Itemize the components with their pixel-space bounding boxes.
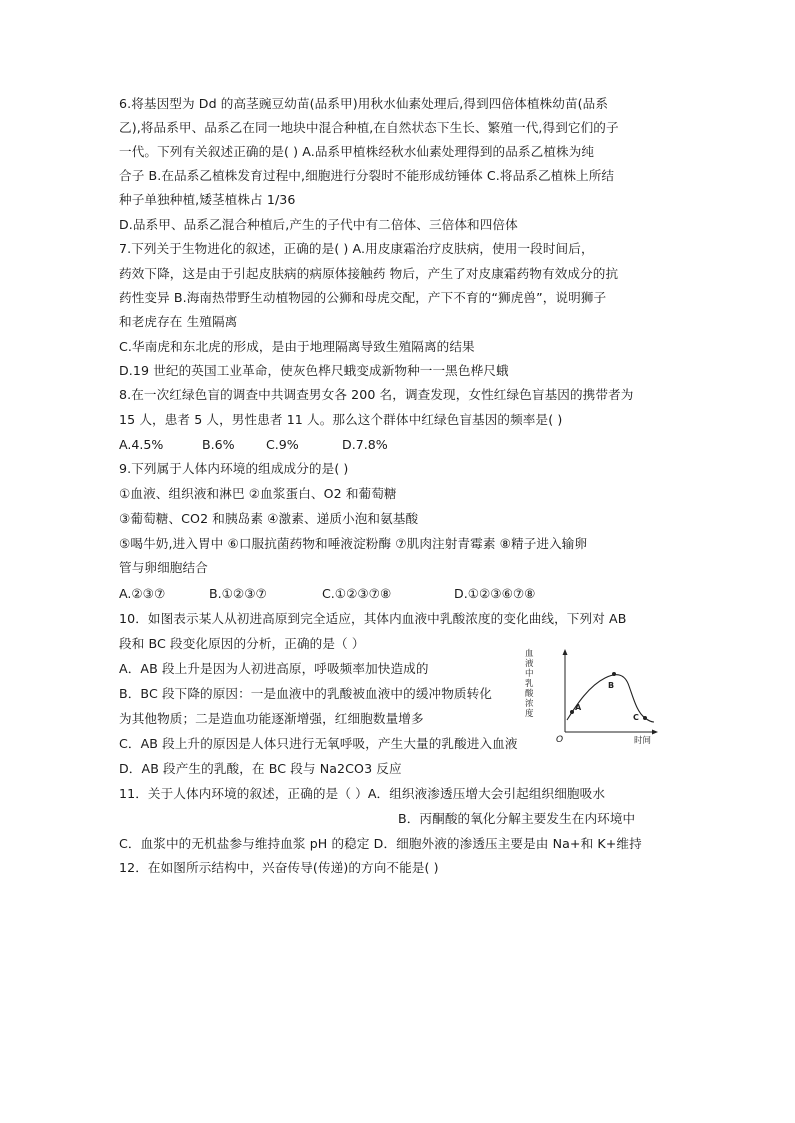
q9-line-2: ①血液、组织液和淋巴 ②血浆蛋白、O2 和葡萄糖 (119, 486, 397, 501)
q6-line-2: 乙),将品系甲、品系乙在同一地块中混合种植,在自然状态下生长、繁殖一代,得到它们的子 (119, 120, 619, 135)
q8-option-a: A.4.5% (119, 437, 164, 452)
q7-line-3: 药性变异 B.海南热带野生动植物园的公狮和母虎交配，产下不育的“狮虎兽”，说明狮子 (119, 290, 607, 305)
q8-line-1: 8.在一次红绿色盲的调查中共调查男女各 200 名，调查发现，女性红绿色盲基因的携带者为 (119, 387, 634, 402)
point-c-dot (643, 716, 647, 720)
q10-line-4: B．BC 段下降的原因：一是血液中的乳酸被血液中的缓冲物质转化 (119, 686, 492, 701)
q10-line-6: C．AB 段上升的原因是人体只进行无氧呼吸，产生大量的乳酸进入血液 (119, 736, 518, 751)
ylabel-char: 乳 (525, 679, 534, 689)
ylabel-char: 浓 (525, 699, 534, 709)
q10-line-5: 为其他物质；二是造血功能逐渐增强，红细胞数量增多 (119, 711, 424, 726)
q7-line-4: 和老虎存在 生殖隔离 (119, 314, 238, 329)
q9-option-d: D.①②③⑥⑦⑧ (454, 586, 536, 601)
ylabel-char: 中 (525, 669, 534, 679)
q8-line-2: 15 人，患者 5 人，男性患者 11 人。那么这个群体中红绿色盲基因的频率是( ) (119, 412, 563, 427)
y-axis-arrow (563, 649, 568, 655)
q9-option-c: C.①②③⑦⑧ (322, 586, 392, 601)
point-b-label: B (608, 681, 615, 690)
q9-line-5: 管与卵细胞结合 (119, 560, 208, 575)
origin-label: O (556, 735, 564, 745)
q12-line-1: 12．在如图所示结构中，兴奋传导(传递)的方向不能是( ) (119, 860, 439, 875)
q9-line-3: ③葡萄糖、CO2 和胰岛素 ④激素、递质小泡和氨基酸 (119, 511, 419, 526)
y-axis-label (525, 648, 534, 719)
q9-line-4: ⑤喝牛奶,进入胃中 ⑥口服抗菌药物和唾液淀粉酶 ⑦肌肉注射青霉素 ⑧精子进入输卵 (119, 536, 588, 551)
q9-option-b: B.①②③⑦ (209, 586, 267, 601)
point-b-dot (612, 672, 616, 676)
q10-line-1: 10．如图表示某人从初进高原到完全适应，其体内血液中乳酸浓度的变化曲线，下列对 AB (119, 611, 627, 626)
q6-line-1: 6.将基因型为 Dd 的高茎豌豆幼苗(品系甲)用秋水仙素处理后,得到四倍体植株幼苗(品系 (119, 96, 609, 111)
q8-option-d: D.7.8% (342, 437, 388, 452)
ylabel-char: 酸 (525, 689, 534, 699)
q10-line-2: 段和 BC 段变化原因的分析，正确的是（ ） (119, 636, 365, 651)
q9-line-1: 9.下列属于人体内环境的组成成分的是( ) (119, 461, 349, 476)
q6-line-4: 合子 B.在品系乙植株发育过程中,细胞进行分裂时不能形成纺锤体 C.将品系乙植株上所结 (119, 168, 615, 183)
ylabel-char: 液 (525, 659, 534, 669)
q11-line-1: 11．关于人体内环境的叙述，正确的是（ ）A．组织液渗透压增大会引起组织细胞吸水 (119, 786, 606, 801)
x-axis-label: 时间 (634, 736, 652, 746)
q10-line-7: D．AB 段产生的乳酸，在 BC 段与 Na2CO3 反应 (119, 761, 402, 776)
ylabel-char: 血 (525, 649, 534, 659)
ylabel-char: 度 (525, 709, 534, 719)
point-c-label: C (633, 713, 639, 722)
q7-line-6: D.19 世纪的英国工业革命，使灰色桦尺蛾变成新物种一一黑色桦尺蛾 (119, 363, 509, 378)
q9-option-a: A.②③⑦ (119, 586, 166, 601)
q10-line-3: A．AB 段上升是因为人初进高原，呼吸频率加快造成的 (119, 661, 429, 676)
q6-line-3: 一代。下列有关叙述正确的是( ) A.品系甲植株经秋水仙素处理得到的品系乙植株为纯 (119, 144, 595, 159)
q11-line-3: C．血浆中的无机盐参与维持血浆 pH 的稳定 D．细胞外液的渗透压主要是由 Na+和 K+维持 (119, 836, 642, 851)
q7-line-1: 7.下列关于生物进化的叙述，正确的是( ) A.用皮康霜治疗皮肤病，使用一段时间后， (119, 241, 594, 256)
point-a-dot (570, 710, 574, 714)
q6-line-5: 种子单独种植,矮茎植株占 1/36 (119, 192, 296, 207)
q8-option-c: C.9% (266, 437, 299, 452)
q7-line-2: 药效下降，这是由于引起皮肤病的病原体接触药 物后，产生了对皮康霜药物有效成分的抗 (119, 266, 619, 281)
q7-line-5: C.华南虎和东北虎的形成，是由于地理隔离导致生殖隔离的结果 (119, 339, 475, 354)
q11-line-2: B．丙酮酸的氧化分解主要发生在内环境中 (398, 811, 636, 826)
x-axis-arrow (652, 730, 658, 735)
q8-option-b: B.6% (202, 437, 235, 452)
point-a-label: A (575, 703, 582, 712)
lactic-acid-curve-figure (521, 648, 661, 746)
q6-line-6: D.品系甲、品系乙混合种植后,产生的子代中有二倍体、三倍体和四倍体 (119, 217, 518, 232)
